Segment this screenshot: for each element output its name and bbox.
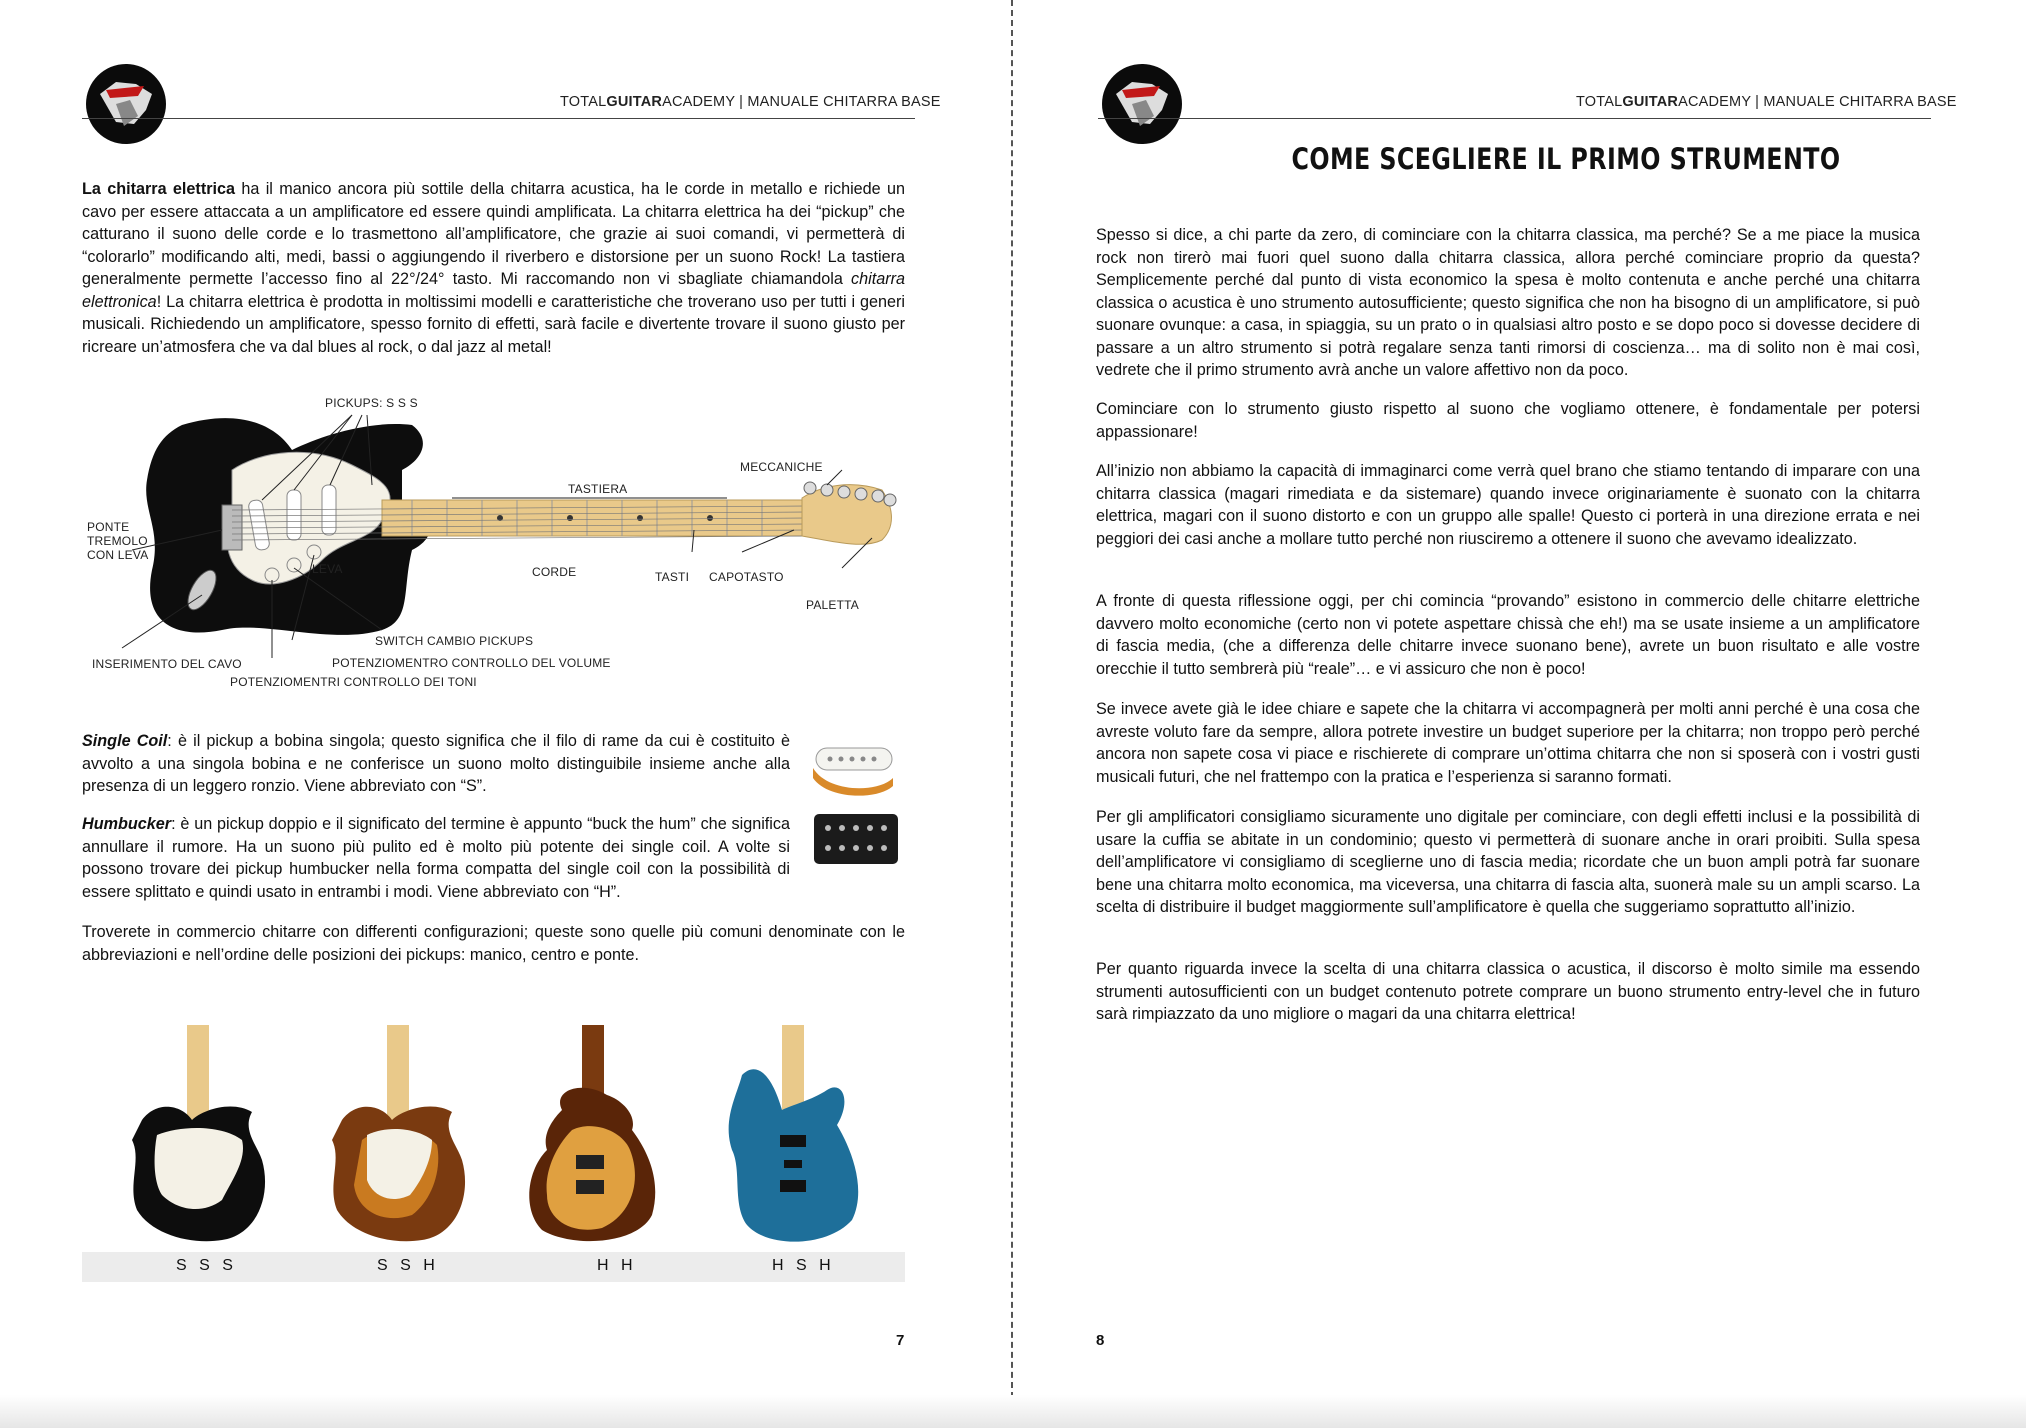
guitar-configurations <box>82 1020 905 1252</box>
page-number-left: 7 <box>896 1332 905 1349</box>
label-meccaniche: MECCANICHE <box>740 460 823 474</box>
bottom-shadow <box>0 1395 2026 1428</box>
paragraph-5: Se invece avete già le idee chiare e sapete che la chitarra vi accompagnerà per molti anni perché è una cosa che avreste voluto fare da sempre, allora potrete investire un budget superiore per la chitarra; non troppo però perché ancora non sapete cosa vi piace e rischierete di comprare un’ottima chitarra che non si sposerà con i vostri gusti musicali futuri, che nel frattempo con la pratica e l’esperienza si saranno formati. <box>1096 700 1920 786</box>
label-leva: LEVA <box>312 562 343 576</box>
single-coil-paragraph: Single Coil: è il pickup a bobina singola; questo significa che il filo di rame da cui è costituito è avvolto a una singola bobina e ne conferisce un suono molto distinguibile insieme anche alla presenza di un leggero ronzio. Viene abbreviato con “S”. <box>82 732 790 795</box>
label-corde: CORDE <box>532 565 577 579</box>
page-header: TOTALGUITARACADEMY | MANUALE CHITARRA BASE <box>1576 94 1957 110</box>
paragraph-6: Per gli amplificatori consigliamo sicuramente uno digitale per cominciare, con degli effetti inclusi e la possibilità di usare la cuffia se abitate in un condominio; questo vi permetterà di suonare anche in orari proibiti. Sulla spesa dell’amplificatore vi consigliamo di sceglierne uno di fascia media; ricordate che un buon ampli potrà far suonare bene una chitarra molto economica, ma viceversa, una chitarra di fascia alta, suonerà male su un ampli scarso. La scelta di distribuire il budget maggiormente sull’amplificatore è quella che suggeriamo soprattutto all’inizio. <box>1096 808 1920 916</box>
caption-hsh: H S H <box>772 1257 835 1274</box>
caption-hh: H H <box>597 1257 637 1274</box>
caption-ssh: S S H <box>377 1257 439 1274</box>
label-paletta: PALETTA <box>806 598 859 612</box>
header-rule <box>82 118 915 119</box>
label-capotasto: CAPOTASTO <box>709 570 784 584</box>
paragraph-4: A fronte di questa riflessione oggi, per chi comincia “provando” esistono in commercio delle chitarre elettriche davvero molto economiche (certo non vi potete aspettare chissà che eh!) ma se usate insieme a un amplificatore di fascia media, (che a differenza delle chitarre invece suonano bene), avrete un buon risultato e alle vostre orecchie il tutto sembrerà più “reale”… e vi assicuro che non è poco! <box>1096 592 1920 678</box>
humbucker-paragraph: Humbucker: è un pickup doppio e il significato del termine è appunto “buck the hum” che significa annullare il rumore. Ha un suono più pulito ed è molto più potente dei single coil. A volte si possono trovare dei pickup humbucker nella forma compatta del single coil con la possibilità di essere splittato e quindi usato in entrambi i modi. Viene abbreviato con “H”. <box>82 815 790 901</box>
guitar-sss <box>132 1025 265 1241</box>
caption-sss: S S S <box>176 1257 237 1274</box>
label-tasti: TASTI <box>655 570 690 584</box>
guitar-ssh <box>332 1025 465 1241</box>
guitar-hsh <box>729 1025 859 1242</box>
stratocaster-illustration <box>82 390 912 700</box>
label-ponte-3: CON LEVA <box>87 548 149 562</box>
guitar-diagram <box>82 390 912 700</box>
label-tastiera: TASTIERA <box>568 482 628 496</box>
page-number-right: 8 <box>1096 1332 1105 1349</box>
academy-logo <box>86 64 166 144</box>
section-title: COME SCEGLIERE IL PRIMO STRUMENTO <box>1291 142 1841 176</box>
guitar-hh <box>529 1025 655 1241</box>
humbucker-pickup-image <box>808 808 904 874</box>
paragraph-2: Cominciare con lo strumento giusto rispetto al suono che vogliamo ottenere, è fondamentale per potersi appassionare! <box>1096 400 1920 441</box>
label-pot-volume: POTENZIOMENTRO CONTROLLO DEL VOLUME <box>332 656 611 670</box>
page-fold-divider <box>1011 0 1013 1428</box>
single-coil-pickup-image <box>808 738 898 798</box>
label-inserimento: INSERIMENTO DEL CAVO <box>92 657 242 671</box>
paragraph-7: Per quanto riguarda invece la scelta di una chitarra classica o acustica, il discorso è molto simile ma essendo strumenti autosufficienti con un budget contenuto potrete comprare un buono strumento entry-level che in futuro sarà rimpiazzato da uno migliore o magari da una chitarra elettrica! <box>1096 960 1920 1023</box>
intro-bold: La chitarra elettrica <box>82 180 236 198</box>
page-header: TOTALGUITARACADEMY | MANUALE CHITARRA BASE <box>560 94 941 110</box>
configurations-paragraph: Troverete in commercio chitarre con differenti configurazioni; queste sono quelle più comuni denominate con le abbreviazioni e nell’ordine delle posizioni dei pickups: manico, centro e ponte. <box>82 923 905 964</box>
label-pot-toni: POTENZIOMENTRI CONTROLLO DEI TONI <box>230 675 477 689</box>
paragraph-1: Spesso si dice, a chi parte da zero, di cominciare con la chitarra classica, ma perché? Se a me piace la musica rock non tirerò mai fuori quel suono dalla chitarra classica, allora perché cominciare proprio da questa? Semplicemente perché dal punto di vista economico la spesa è molto contenuta e anche perché una chitarra classica o acustica è uno strumento autosufficiente; questo significa che non ha bisogno di un amplificatore, si può suonare ovunque: a casa, in spiaggia, su un prato o in qualsiasi altro posto e se dopo poco si dovesse decidere di passare a un altro strumento si potrà regalare senza tanti rimorsi di coscienza… ma di solito non è mai così, vedrete che il primo strumento avrà anche un valore affettivo non da poco. <box>1096 226 1920 379</box>
academy-logo <box>1102 64 1182 144</box>
label-ponte-2: TREMOLO <box>87 534 148 548</box>
intro-paragraph: La chitarra elettrica ha il manico ancora più sottile della chitarra acustica, ha le corde in metallo e richiede un cavo per essere attaccata a un amplificatore ed essere quindi amplificata. La chitarra elettrica ha dei “pickup” che catturano il suono delle corde e lo trasmettono all’amplificatore, che grazie ai suoi comandi, vi permetterà di “colorarlo” modificando alti, medi, bassi o aggiungendo il riverbero e distorsione per un suono Rock! La tastiera generalmente permette l’accesso fino al 22°/24° tasto. Mi raccomando non vi sbagliate chiamandola chitarra elettronica! La chitarra elettrica è prodotta in moltissimi modelli e caratteristiche che troverano uso per tutti i generi musicali. Richiedendo un amplificatore, spesso fornito di effetti, sarà facile e divertente trovare il suono giusto per ricreare un’atmosfera che va dal blues al rock, o dal jazz al metal! <box>82 180 906 356</box>
label-ponte-1: PONTE <box>87 520 130 534</box>
right-page <box>1016 0 2026 1428</box>
paragraph-3: All’inizio non abbiamo la capacità di immaginarci come verrà quel brano che stiamo tentando di imparare con una chitarra classica (magari rimediata e da sistemare) quando invece originariamente è suonato con la chitarra elettrica, magari con il suono distorto e con un gruppo alle spalle! Questo ci porterà in una direzione errata e nei peggiori dei casi anche a mollare tutto perché non riusciremo a ottenere il suono che avevamo idealizzato. <box>1096 462 1920 548</box>
header-rule <box>1098 118 1931 119</box>
label-pickups: PICKUPS: S S S <box>325 396 418 410</box>
left-page <box>0 0 1010 1428</box>
label-switch: SWITCH CAMBIO PICKUPS <box>375 634 534 648</box>
